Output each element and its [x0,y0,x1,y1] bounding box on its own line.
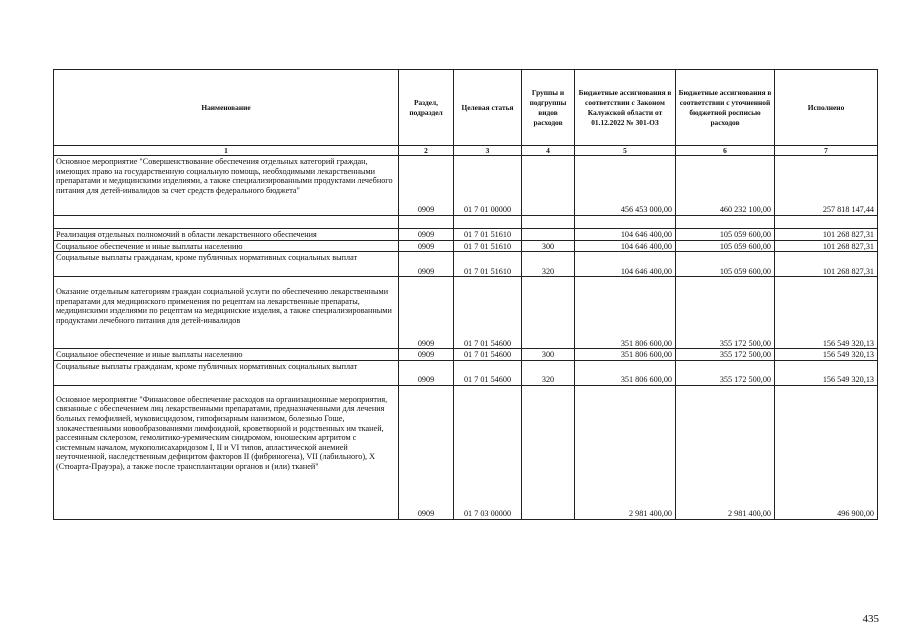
row-section: 0909 [399,360,454,385]
table-row [54,156,878,216]
row-group [522,229,575,241]
header-groups: Группы и подгруппы видов расходов [522,70,575,146]
row-article: 01 7 01 00000 [454,156,522,216]
table-row [54,229,878,241]
row-law-amount: 104 646 400,00 [575,229,676,241]
column-number-row [54,146,878,156]
row-group: 300 [522,349,575,361]
row-refined-amount: 460 232 100,00 [676,156,775,216]
table-row [54,349,878,361]
header-refined-allocations: Бюджетные ассигнования в соответствии с уточненной бюджетной росписью расходов [676,70,775,146]
column-number: 3 [454,146,522,156]
row-group: 320 [522,360,575,385]
row-group: 300 [522,240,575,252]
column-number: 7 [775,146,878,156]
row-refined-amount: 2 981 400,00 [676,385,775,519]
row-law-amount: 351 806 600,00 [575,360,676,385]
header-article: Целевая статья [454,70,522,146]
row-executed-amount: 156 549 320,13 [775,349,878,361]
budget-table [53,69,878,520]
row-article: 01 7 01 51610 [454,240,522,252]
row-refined-amount: 355 172 500,00 [676,360,775,385]
row-law-amount: 104 646 400,00 [575,240,676,252]
row-section: 0909 [399,240,454,252]
column-number: 1 [54,146,399,156]
row-name: Социальное обеспечение и иные выплаты населению [54,240,399,252]
row-executed-amount: 496 900,00 [775,385,878,519]
row-name: Социальное обеспечение и иные выплаты населению [54,349,399,361]
row-name: Основное мероприятие "Совершенствование обеспечения отдельных категорий граждан, имеющих право на государственную социальную помощь, необходимыми лекарственными препаратами и медицинскими изделиями, а также специализированными продуктами лечебного питания для детей-инвалидов за счет средств федерального бюджета" [54,156,399,216]
table-row [54,385,878,519]
row-law-amount: 2 981 400,00 [575,385,676,519]
row-refined-amount: 355 172 500,00 [676,349,775,361]
row-section: 0909 [399,156,454,216]
row-section: 0909 [399,252,454,277]
row-law-amount: 351 806 600,00 [575,349,676,361]
row-section: 0909 [399,385,454,519]
table-row [54,252,878,277]
row-name: Социальные выплаты гражданам, кроме публичных нормативных социальных выплат [54,360,399,385]
row-section: 0909 [399,349,454,361]
header-row [54,70,878,146]
table-row [54,240,878,252]
row-section: 0909 [399,277,454,349]
row-law-amount: 456 453 000,00 [575,156,676,216]
row-executed-amount: 156 549 320,13 [775,360,878,385]
row-section: 0909 [399,229,454,241]
row-refined-amount: 105 059 600,00 [676,229,775,241]
row-article: 01 7 03 00000 [454,385,522,519]
row-executed-amount: 257 818 147,44 [775,156,878,216]
row-executed-amount: 156 549 320,13 [775,277,878,349]
header-name: Наименование [54,70,399,146]
column-number: 4 [522,146,575,156]
row-refined-amount: 105 059 600,00 [676,240,775,252]
row-group: 320 [522,252,575,277]
row-article: 01 7 01 51610 [454,252,522,277]
row-group [522,277,575,349]
row-article: 01 7 01 54600 [454,360,522,385]
page-number: 435 [862,613,879,625]
row-article: 01 7 01 54600 [454,277,522,349]
table-row [54,277,878,349]
row-refined-amount: 355 172 500,00 [676,277,775,349]
row-group [522,385,575,519]
header-executed: Исполнено [775,70,878,146]
row-name: Реализация отдельных полномочий в области лекарственного обеспечения [54,229,399,241]
header-section: Раздел, подраздел [399,70,454,146]
spacer-row [54,216,878,229]
row-name: Основное мероприятие "Финансовое обеспечение расходов на организационные мероприятия, связанные с обеспечением лиц лекарственными препаратами, предназначенными для лечения больных гемофилией, муковисцидозом, гипофизарным нанизмом, болезнью Гоше, злокачественными новообразованиями лимфоидной, кроветворной и родственных им тканей, рассеянным склерозом, гемолитико-уремическим синдромом, юношеским артритом с системным началом, мукополисахаридозом I, II и VI типов, апластической анемией неуточненной, наследственным дефицитом факторов II (фибриногена), VII (лабильного), X (Стюарта-Прауэра), а также после трансплантации органов и (или) тканей" [54,385,399,519]
row-executed-amount: 101 268 827,31 [775,252,878,277]
row-law-amount: 351 806 600,00 [575,277,676,349]
row-name: Оказание отдельным категориям граждан социальной услуги по обеспечению лекарственными препаратами для медицинского применения по рецептам на лекарственные препараты, медицинскими изделиями по рецептам на медицинские изделия, а также специализированными продуктами лечебного питания для детей-инвалидов [54,277,399,349]
row-law-amount: 104 646 400,00 [575,252,676,277]
column-number: 5 [575,146,676,156]
table-row [54,360,878,385]
header-law-allocations: Бюджетные ассигнования в соответствии с Законом Калужской области от 01.12.2022 № 301-ОЗ [575,70,676,146]
column-number: 6 [676,146,775,156]
column-number: 2 [399,146,454,156]
row-name: Социальные выплаты гражданам, кроме публичных нормативных социальных выплат [54,252,399,277]
row-refined-amount: 105 059 600,00 [676,252,775,277]
row-executed-amount: 101 268 827,31 [775,240,878,252]
row-article: 01 7 01 54600 [454,349,522,361]
row-article: 01 7 01 51610 [454,229,522,241]
row-executed-amount: 101 268 827,31 [775,229,878,241]
row-group [522,156,575,216]
